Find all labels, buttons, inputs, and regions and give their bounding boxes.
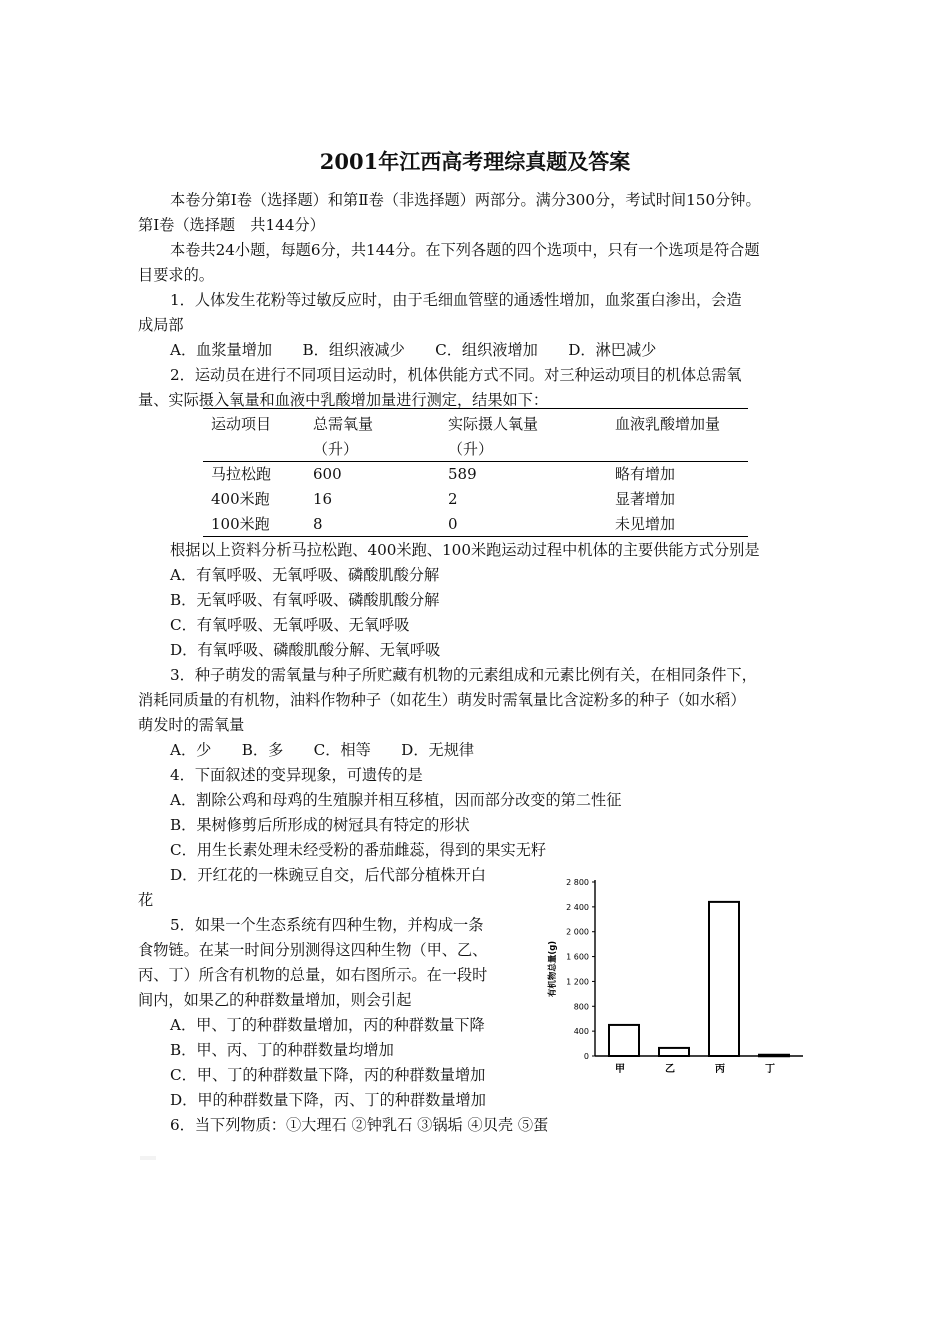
question-3-stem: 消耗同质量的有机物，油料作物种子（如花生）萌发时需氧量比含淀粉多的种子（如水稻） <box>138 691 746 709</box>
question-2-stem: 2．运动员在进行不同项目运动时，机体供能方式不同。对三种运动项目的机体总需氧 <box>170 366 742 384</box>
y-tick-label: 1 600 <box>566 952 589 962</box>
x-tick-label: 丁 <box>765 1064 775 1075</box>
x-tick-label: 甲 <box>615 1064 625 1075</box>
table-cell: 8 <box>313 511 448 536</box>
question-5-option-d: D．甲的种群数量下降，丙、丁的种群数量增加 <box>170 1091 486 1109</box>
table-header-cell: 实际摄人氧量 <box>448 409 615 436</box>
table-header-cell <box>615 436 748 461</box>
question-5-stem: 丙、丁）所含有机物的总量，如右图所示。在一段时 <box>138 966 488 984</box>
question-6-stem: 6．当下列物质：①大理石 ②钟乳石 ③锅垢 ④贝壳 ⑤蛋 <box>170 1116 549 1134</box>
question-5-option-b: B．甲、丙、丁的种群数量均增加 <box>170 1041 394 1059</box>
section-heading: 第Ⅰ卷（选择题 共144分） <box>138 216 325 234</box>
question-3-options: A．少 B．多 C．相等 D．无规律 <box>170 741 475 759</box>
organic-matter-bar-chart <box>545 870 815 1085</box>
bar <box>759 1055 789 1057</box>
instruction-line: 目要求的。 <box>138 266 214 284</box>
y-tick-label: 800 <box>573 1002 589 1012</box>
y-tick-label: 2 000 <box>566 927 589 937</box>
table-header-row <box>203 409 748 436</box>
y-tick-label: 2 800 <box>566 878 589 887</box>
table-cell: 未见增加 <box>615 511 748 536</box>
question-4-option-d: D．开红花的一株豌豆自交，后代部分植株开白 <box>170 866 486 884</box>
table-cell: 略有增加 <box>615 465 676 484</box>
table-header-cell: 总需氧量 <box>313 409 448 436</box>
question-3-stem: 萌发时的需氧量 <box>138 716 245 734</box>
question-2-option-a: A．有氧呼吸、无氧呼吸、磷酸肌酸分解 <box>170 566 440 584</box>
table-cell: 400米跑 <box>211 490 270 509</box>
bar <box>609 1025 639 1056</box>
question-3-stem: 3．种子萌发的需氧量与种子所贮藏有机物的元素组成和元素比例有关，在相同条件下， <box>170 666 757 684</box>
table-header-cell: （升） <box>448 436 615 461</box>
table-cell: 589 <box>448 464 477 483</box>
question-5-stem: 间内，如果乙的种群数量增加，则会引起 <box>138 991 412 1009</box>
question-1-stem: 成局部 <box>138 316 184 334</box>
table-header-cell: （升） <box>313 436 448 461</box>
y-tick-label: 1 200 <box>566 977 589 987</box>
question-4-stem: 4．下面叙述的变异现象，可遗传的是 <box>170 766 423 784</box>
question-5-stem: 食物链。在某一时间分别测得这四种生物（甲、乙、 <box>138 941 488 959</box>
oxygen-table <box>203 408 748 537</box>
x-tick-label: 乙 <box>665 1064 675 1075</box>
table-cell: 16 <box>313 489 333 508</box>
question-2-option-b: B．无氧呼吸、有氧呼吸、磷酸肌酸分解 <box>170 591 440 609</box>
question-2-option-c: C．有氧呼吸、无氧呼吸、无氧呼吸 <box>170 616 410 634</box>
table-row <box>203 511 748 536</box>
table-cell: 600 <box>313 464 342 483</box>
question-4-option-d: 花 <box>138 891 154 909</box>
question-1-options: A．血浆量增加 B．组织液减少 C．组织液增加 D．淋巴减少 <box>170 341 657 359</box>
instruction-line: 本卷共24小题，每题6分，共144分。在下列各题的四个选项中，只有一个选项是符合题 <box>170 241 760 259</box>
table-row <box>203 461 748 486</box>
intro-line: 本卷分第Ⅰ卷（选择题）和第Ⅱ卷（非选择题）两部分。满分300分，考试时间150分钟。 <box>170 191 761 209</box>
question-5-stem: 5．如果一个生态系统有四种生物，并构成一条 <box>170 916 484 934</box>
table-row <box>203 486 748 511</box>
question-4-option-b: B．果树修剪后所形成的树冠具有特定的形状 <box>170 816 470 834</box>
question-2-stem: 量、实际摄入氧量和血液中乳酸增加量进行测定，结果如下： <box>138 391 549 409</box>
page-title: 2001年江西高考理综真题及答案 <box>319 149 631 174</box>
question-4-option-a: A．割除公鸡和母鸡的生殖腺并相互移植，因而部分改变的第二性征 <box>170 791 622 809</box>
table-header-unit-row <box>203 436 748 461</box>
question-2-prompt: 根据以上资料分析马拉松跑、400米跑、100米跑运动过程中机体的主要供能方式分别是 <box>170 541 760 559</box>
question-1-stem: 1．人体发生花粉等过敏反应时，由于毛细血管壁的通透性增加，血浆蛋白渗出，会造 <box>170 291 742 309</box>
table-header-cell: 运动项目 <box>203 409 313 436</box>
table-cell: 马拉松跑 <box>211 465 272 484</box>
question-4-option-c: C．用生长素处理未经受粉的番茄雌蕊，得到的果实无籽 <box>170 841 547 859</box>
scan-smudge <box>140 1156 156 1160</box>
y-tick-label: 400 <box>573 1027 589 1037</box>
bar <box>659 1048 689 1056</box>
question-2-option-d: D．有氧呼吸、磷酸肌酸分解、无氧呼吸 <box>170 641 441 659</box>
table-cell: 显著增加 <box>615 490 676 509</box>
table-cell: 2 <box>448 489 458 508</box>
y-tick-label: 2 400 <box>566 902 589 912</box>
y-tick-label: 0 <box>583 1052 589 1061</box>
x-tick-label: 丙 <box>715 1064 725 1075</box>
bar <box>709 902 739 1056</box>
table-header-cell: 血液乳酸增加量 <box>615 409 748 436</box>
y-axis-title: 有机物总量(g) <box>548 940 558 998</box>
question-5-option-a: A．甲、丁的种群数量增加，丙的种群数量下降 <box>170 1016 485 1034</box>
table-cell: 0 <box>448 511 615 536</box>
table-header-cell <box>203 436 313 461</box>
table-cell: 100米跑 <box>203 511 313 536</box>
question-5-option-c: C．甲、丁的种群数量下降，丙的种群数量增加 <box>170 1066 486 1084</box>
